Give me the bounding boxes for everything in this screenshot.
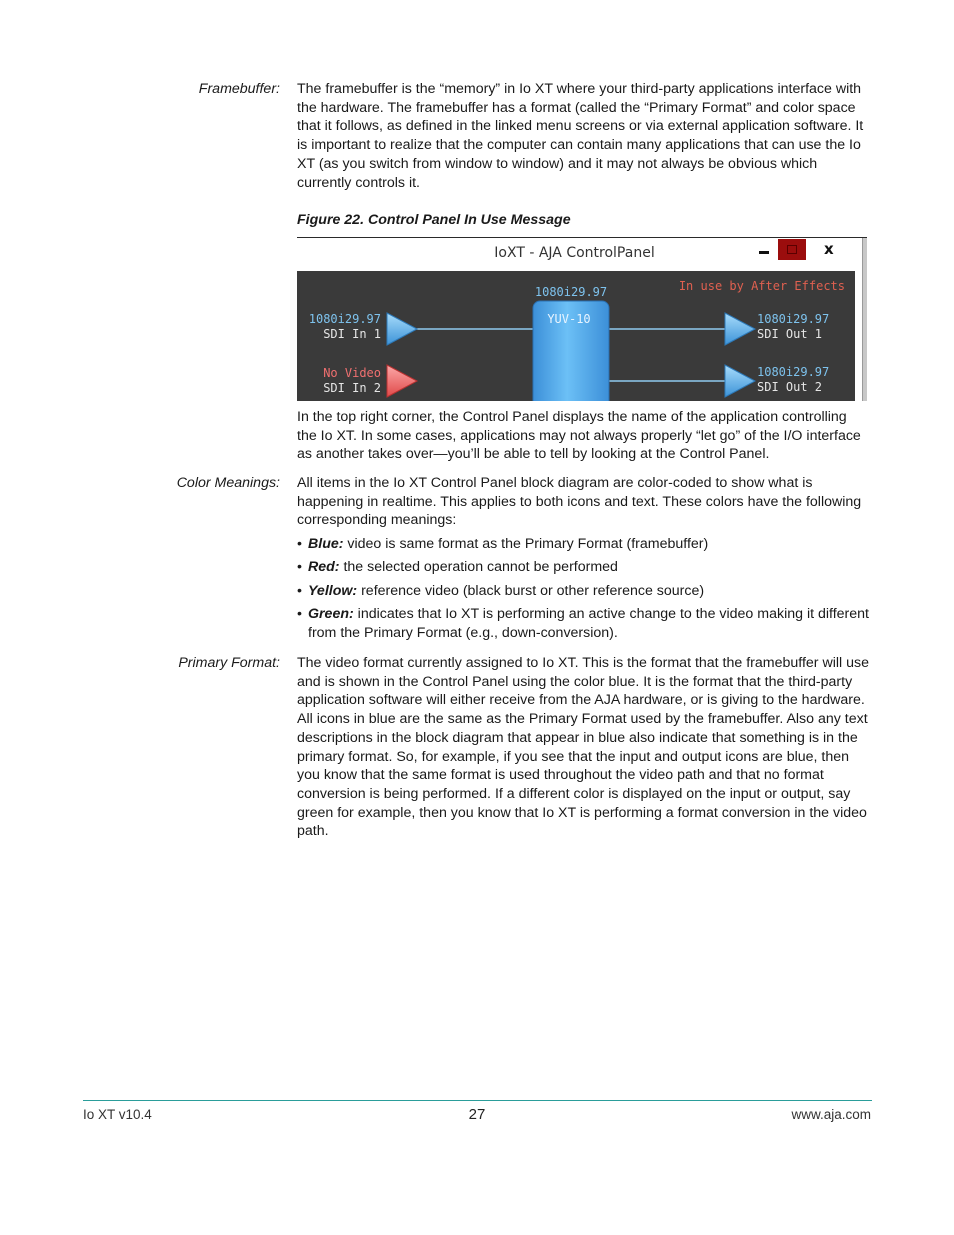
color-meanings-label: Color Meanings: <box>176 475 280 491</box>
close-icon[interactable]: x <box>824 240 834 258</box>
out1-format: 1080i29.97 <box>757 312 830 326</box>
framebuffer-label: Framebuffer: <box>198 81 280 97</box>
figure-explanation: In the top right corner, the Control Panel displays the name of the application controlling the Io XT. In some cases, applications may not always properly “let go” of the I/O interface as another takes over—you’ll be able to tell by looking at the Control Panel. <box>297 409 861 463</box>
in-use-message: In use by After Effects <box>678 279 845 293</box>
footer-rule <box>83 1100 872 1101</box>
out1-name: SDI Out 1 <box>757 327 823 341</box>
term-red: Red: <box>308 559 340 576</box>
desc-green: indicates that Io XT is performing an active change to the video making it different from the Primary Format (e.g., down-conversion). <box>308 605 869 641</box>
desc-red: the selected operation cannot be performed <box>339 559 618 576</box>
in2-format: No Video <box>323 366 381 380</box>
window-title: IoXT - AJA ControlPanel <box>494 245 655 261</box>
primary-format-text: The video format currently assigned to Io XT. This is the format that the framebuffer will use and is shown in the Control Panel using the color blue. It is the format that the third-party application software will either receive from the AJA hardware, or is giving to the hardware. All icons in blue are the same as the Primary Format used by the framebuffer. Also any text descriptions in the block diagram that appear in blue also indicate that something is in the primary format. So, for example, if you see that the input and output icons are blue, then you know that the same format is used throughout the video path and that no format conversion is being performed. If a different color is displayed on the input or output, say green for example, then you know that Io XT is performing a format conversion in the video path. <box>297 655 869 840</box>
in2-name: SDI In 2 <box>323 381 381 395</box>
center-format: 1080i29.97 <box>534 285 608 299</box>
control-panel-figure <box>297 237 867 401</box>
color-list <box>297 535 869 647</box>
list-item-blue: • Blue: video is same format as the Primary Format (framebuffer) <box>297 536 709 552</box>
desc-blue: video is same format as the Primary Format (framebuffer) <box>343 536 709 552</box>
window-edge <box>862 238 867 401</box>
center-box-label: YUV-10 <box>547 312 591 326</box>
minimize-icon[interactable] <box>759 251 769 254</box>
framebuffer-text: The framebuffer is the “memory” in Io XT where your third-party applications interface with the hardware. The framebuffer has a format (called the “Primary Format” and color space that it follows, as defined in the linked menu screens or via external application software. It is important to realize that the computer can contain many applications that can use the Io XT (as you switch from window to window) and it may not always be obvious which currently controls it. <box>297 81 864 191</box>
term-yellow: Yellow: <box>308 582 358 599</box>
term-green: Green: <box>308 605 354 622</box>
out2-name: SDI Out 2 <box>757 380 823 394</box>
desc-yellow: reference video (black burst or other reference source) <box>357 582 705 599</box>
block-diagram <box>297 271 855 401</box>
in1-format: 1080i29.97 <box>308 312 381 326</box>
footer-website: www.aja.com <box>791 1107 871 1122</box>
maximize-icon[interactable] <box>778 239 806 260</box>
footer-product: Io XT v10.4 <box>83 1107 152 1122</box>
list-item-green: • Green: indicates that Io XT is performing an active change to the video making it different from the Primary Format (e.g., down-conversion). <box>297 605 869 641</box>
list-item-yellow: • Yellow: reference video (black burst or other reference source) <box>297 582 705 599</box>
term-blue: Blue: <box>308 536 344 552</box>
out2-format: 1080i29.97 <box>757 365 830 379</box>
page-number: 27 <box>468 1106 486 1123</box>
figure-caption: Figure 22. Control Panel In Use Message <box>297 212 571 228</box>
primary-format-label: Primary Format: <box>178 655 280 671</box>
in1-name: SDI In 1 <box>323 327 381 341</box>
color-meanings-text: All items in the Io XT Control Panel block diagram are color-coded to show what is happening in realtime. This applies to both icons and text. These colors have the following corresponding meanings: <box>297 475 862 529</box>
list-item-red: • Red: the selected operation cannot be performed <box>297 559 618 576</box>
